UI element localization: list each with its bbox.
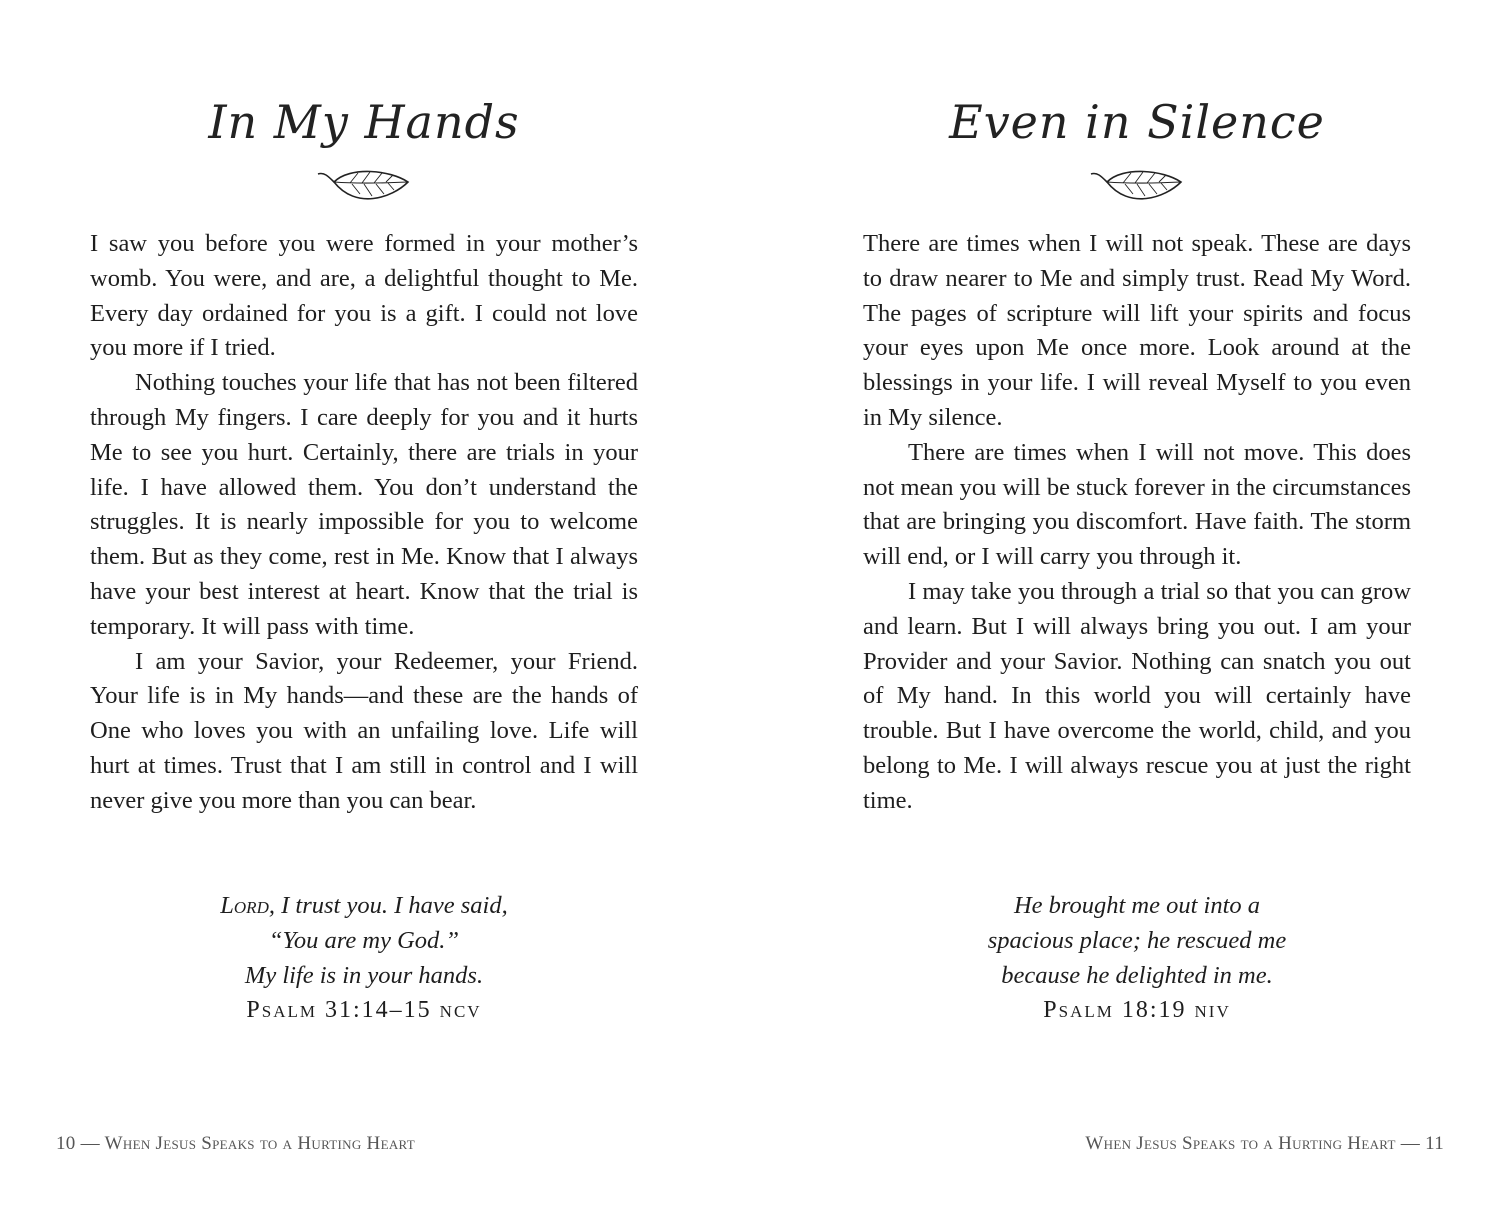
body-paragraph: Nothing touches your life that has not been filtered through My fingers. I care deeply for you and it hurts Me to see you hurt. Certainly, there are trials in your life. I have allowed them. You don’t understand the struggles. It is nearly impossible for you to welcome them. But as they come, rest in Me. Know that I always have your best interest at heart. Know that the trial is temporary. It will pass with time. xyxy=(90,369,638,640)
chapter-title: Even in Silence xyxy=(949,95,1325,149)
leaf-icon xyxy=(1089,168,1185,214)
lord-small-caps: Lord xyxy=(220,892,269,919)
left-page xyxy=(90,0,638,1209)
verse-line: My life is in your hands. xyxy=(244,961,484,989)
body-paragraph: I saw you before you were formed in your mother’s womb. You were, and are, a delightful thought to Me. Every day ordained for you is a gift. I could not love you more if I tried. xyxy=(90,230,638,362)
page-footer-right: When Jesus Speaks to a Hurting Heart — 11 xyxy=(1085,1133,1444,1154)
verse-line: because he delighted in me. xyxy=(1001,961,1273,989)
leaf-icon xyxy=(316,168,412,214)
scripture-quote xyxy=(863,889,1411,1028)
chapter-body xyxy=(863,227,1411,819)
scripture-reference: Psalm 31:14–15 ncv xyxy=(246,997,482,1024)
body-paragraph: There are times when I will not move. This does not mean you will be stuck forever in the circumstances that are bringing you discomfort. Have faith. The storm will end, or I will carry you through it. xyxy=(863,438,1411,571)
right-page xyxy=(863,0,1411,1209)
scripture-reference: Psalm 18:19 niv xyxy=(1043,997,1231,1024)
body-paragraph: I am your Savior, your Redeemer, your Friend. Your life is in My hands—and these are the hands of One who loves you with an unfailing love. Life will hurt at times. Trust that I am still in control and I will never give you more than you can bear. xyxy=(90,647,638,814)
verse-line: “You are my God.” xyxy=(268,926,460,954)
verse-line: spacious place; he rescued me xyxy=(987,926,1287,954)
verse-line xyxy=(90,889,638,924)
chapter-title: In My Hands xyxy=(208,95,520,149)
body-paragraph: I may take you through a trial so that you can grow and learn. But I will always bring you out. I am your Provider and your Savior. Nothing can snatch you out of My hand. In this world you will certainly have trouble. But I have overcome the world, child, and you belong to Me. I will always rescue you at just the right time. xyxy=(863,577,1411,814)
chapter-body xyxy=(90,227,638,819)
page-footer-left: 10 — When Jesus Speaks to a Hurting Heart xyxy=(56,1133,415,1154)
verse-line: He brought me out into a xyxy=(1013,892,1261,919)
scripture-quote xyxy=(90,889,638,1028)
verse-line-rest: , I trust you. I have said, xyxy=(268,892,508,919)
body-paragraph: There are times when I will not speak. These are days to draw nearer to Me and simply trust. Read My Word. The pages of scripture will lift your spirits and focus your eyes upon Me once more. Look around at the blessings in your life. I will reveal Myself to you even in My silence. xyxy=(863,230,1411,431)
